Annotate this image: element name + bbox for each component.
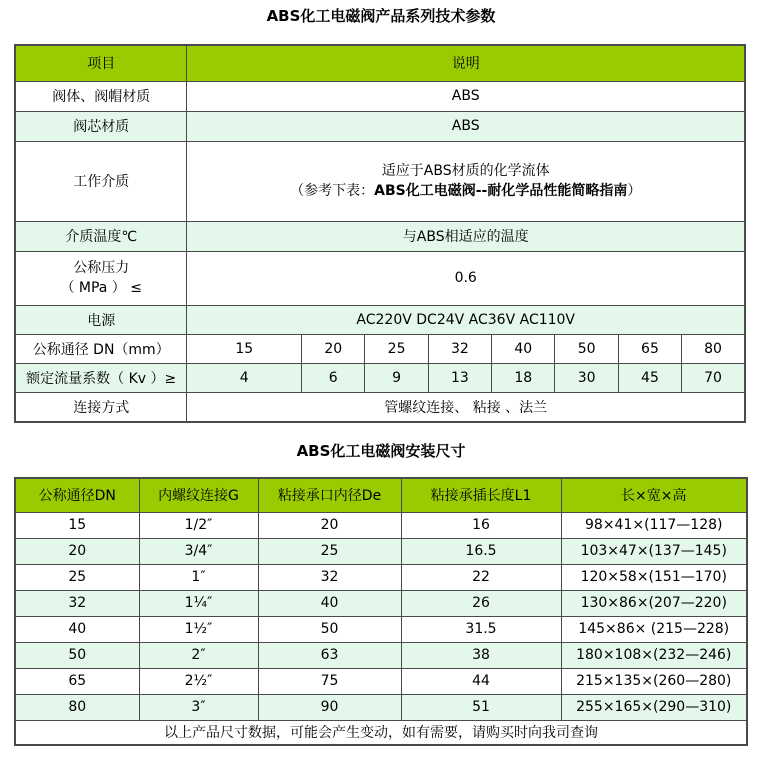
t2-cell: 32 [258, 564, 401, 590]
t1-kv-cell: 4 [187, 363, 302, 392]
t1-label-cell: 连接方式 [15, 392, 187, 422]
t1-label-cell: 阀芯材质 [15, 111, 187, 141]
t2-cell: 98×41×(117—128) [561, 512, 747, 538]
t1-value-cell: AC220V DC24V AC36V AC110V [187, 305, 745, 334]
t2-cell: 50 [258, 616, 401, 642]
t2-cell: 3/4″ [139, 538, 258, 564]
t2-row-dn50 [15, 642, 747, 668]
pressure-label-line1: 公称压力 [73, 260, 130, 276]
t2-cell: 1½″ [139, 616, 258, 642]
t2-cell: 20 [258, 512, 401, 538]
t1-dn-cell: 15 [187, 334, 302, 363]
t1-value-cell: 与ABS相适应的温度 [187, 221, 745, 251]
t2-cell: 51 [401, 694, 561, 720]
t1-row-nominal-diameter [15, 334, 745, 363]
t2-row-dn65 [15, 668, 747, 694]
t2-cell: 3″ [139, 694, 258, 720]
t2-cell: 38 [401, 642, 561, 668]
t2-cell: 63 [258, 642, 401, 668]
t1-dn-cell: 65 [618, 334, 681, 363]
t1-label-cell: 电源 [15, 305, 187, 334]
t2-cell: 32 [15, 590, 139, 616]
t1-row-core-material [15, 111, 745, 141]
t1-value-cell: ABS [187, 111, 745, 141]
t2-row-dn80 [15, 694, 747, 720]
t1-label-cell: 额定流量系数（ Kv ）≥ [15, 363, 187, 392]
t2-cell: 2½″ [139, 668, 258, 694]
t2-cell: 22 [401, 564, 561, 590]
t1-label-cell: 介质温度℃ [15, 221, 187, 251]
t1-kv-cell: 6 [302, 363, 365, 392]
t1-dn-cell: 40 [492, 334, 555, 363]
t1-header-item-cell: 项目 [15, 45, 187, 81]
t2-cell: 180×108×(232—246) [561, 642, 747, 668]
t2-cell: 65 [15, 668, 139, 694]
t2-cell: 130×86×(207—220) [561, 590, 747, 616]
t2-cell: 44 [401, 668, 561, 694]
t1-row-nominal-pressure [15, 251, 745, 305]
t1-kv-cell: 70 [682, 363, 745, 392]
t2-row-dn32 [15, 590, 747, 616]
page-title-tech-params: ABS化工电磁阀产品系列技术参数 [266, 7, 496, 25]
t2-header-cell: 公称通径DN [15, 478, 139, 512]
t1-header-row [15, 45, 745, 81]
t1-dn-cell: 32 [428, 334, 491, 363]
t2-cell: 255×165×(290—310) [561, 694, 747, 720]
t2-cell: 20 [15, 538, 139, 564]
t2-cell: 2″ [139, 642, 258, 668]
t1-kv-cell: 13 [428, 363, 491, 392]
t2-row-dn40 [15, 616, 747, 642]
t1-header-desc-cell: 说明 [187, 45, 745, 81]
t1-label-cell: 工作介质 [15, 141, 187, 221]
t1-row-flow-coefficient [15, 363, 745, 392]
t2-cell: 80 [15, 694, 139, 720]
t1-row-medium-temp [15, 221, 745, 251]
t1-row-power [15, 305, 745, 334]
t2-header-row [15, 478, 747, 512]
tech-params-table [14, 44, 746, 423]
t1-label-cell: 阀体、阀帽材质 [15, 81, 187, 111]
t2-row-dn15 [15, 512, 747, 538]
t2-cell: 40 [15, 616, 139, 642]
t1-dn-cell: 50 [555, 334, 618, 363]
t2-cell: 40 [258, 590, 401, 616]
t2-cell: 90 [258, 694, 401, 720]
medium-line2-bold: ABS化工电磁阀--耐化学品性能简略指南 [374, 183, 628, 199]
t2-cell: 1¼″ [139, 590, 258, 616]
t2-cell: 1/2″ [139, 512, 258, 538]
t1-dn-cell: 80 [682, 334, 745, 363]
t2-row-dn25 [15, 564, 747, 590]
t1-row-working-medium [15, 141, 745, 221]
t1-value-cell: 管螺纹连接、 粘接 、法兰 [187, 392, 745, 422]
pressure-label-line2: （ MPa ） ≤ [60, 280, 142, 296]
t1-dn-cell: 25 [365, 334, 428, 363]
t1-value-cell: ABS [187, 81, 745, 111]
t1-row-connection [15, 392, 745, 422]
t2-cell: 26 [401, 590, 561, 616]
t1-dn-cell: 20 [302, 334, 365, 363]
t2-header-cell: 长×宽×高 [561, 478, 747, 512]
page-title-install-dims: ABS化工电磁阀安装尺寸 [296, 442, 466, 460]
medium-line2 [187, 181, 744, 201]
t1-value-cell: 0.6 [187, 251, 745, 305]
t2-cell: 31.5 [401, 616, 561, 642]
t1-kv-cell: 45 [618, 363, 681, 392]
t2-cell: 50 [15, 642, 139, 668]
t1-value-cell [187, 141, 745, 221]
t2-cell: 1″ [139, 564, 258, 590]
t2-cell: 15 [15, 512, 139, 538]
install-dims-table [14, 477, 748, 746]
t2-row-dn20 [15, 538, 747, 564]
t2-cell: 215×135×(260—280) [561, 668, 747, 694]
t2-header-cell: 内螺纹连接G [139, 478, 258, 512]
t2-footer-note: 以上产品尺寸数据，可能会产生变动，如有需要，请购买时向我司查询 [15, 720, 747, 745]
t2-cell: 103×47×(137—145) [561, 538, 747, 564]
t1-kv-cell: 18 [492, 363, 555, 392]
t2-cell: 145×86× (215—228) [561, 616, 747, 642]
t2-footer-row [15, 720, 747, 745]
t1-row-body-material [15, 81, 745, 111]
t2-cell: 120×58×(151—170) [561, 564, 747, 590]
t1-kv-cell: 9 [365, 363, 428, 392]
t2-cell: 16.5 [401, 538, 561, 564]
medium-line2-post: ） [627, 183, 642, 199]
t1-label-cell [15, 251, 187, 305]
t2-cell: 25 [258, 538, 401, 564]
t2-header-cell: 粘接承插长度L1 [401, 478, 561, 512]
t2-cell: 25 [15, 564, 139, 590]
t1-kv-cell: 30 [555, 363, 618, 392]
t1-label-cell: 公称通径 DN（mm） [15, 334, 187, 363]
t2-header-cell: 粘接承口内径De [258, 478, 401, 512]
medium-line1: 适应于ABS材质的化学流体 [381, 163, 550, 179]
t2-cell: 75 [258, 668, 401, 694]
t2-cell: 16 [401, 512, 561, 538]
medium-line2-pre: （参考下表： [290, 183, 375, 199]
